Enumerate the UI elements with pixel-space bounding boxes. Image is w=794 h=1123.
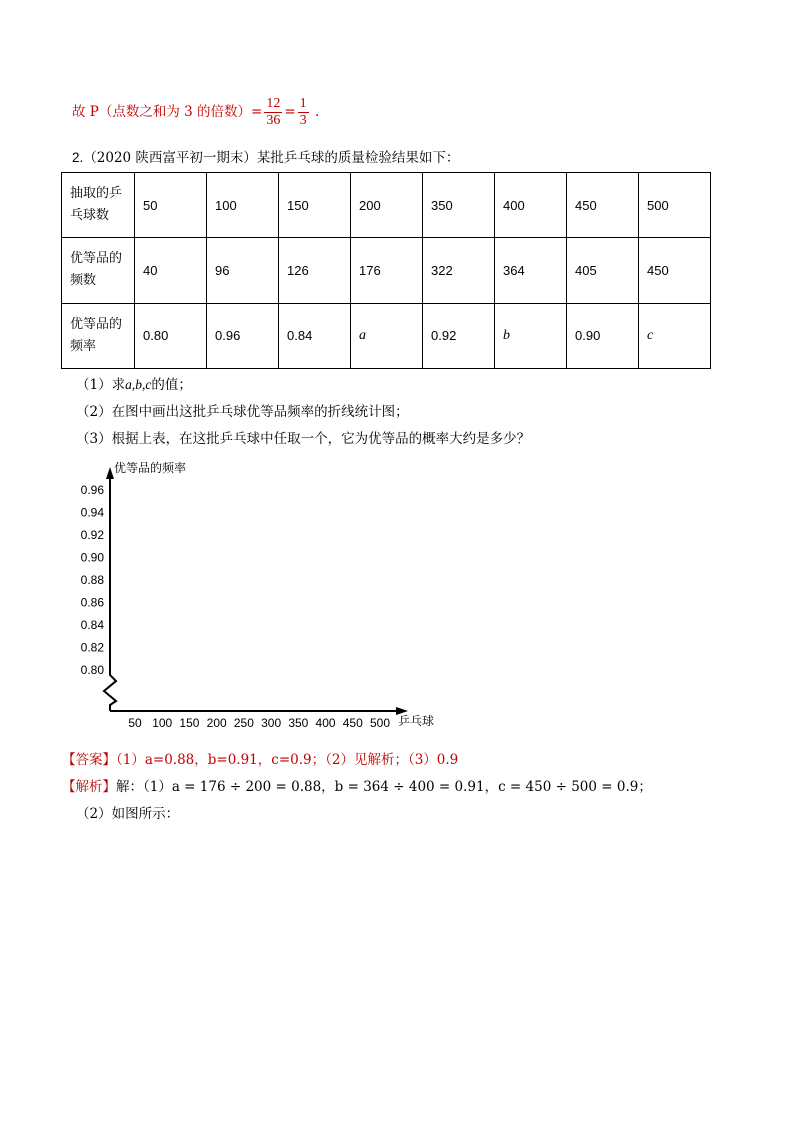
table-cell: 450	[567, 173, 639, 238]
x-tick-label: 350	[288, 716, 309, 730]
table-cell: 0.90	[567, 303, 639, 368]
table-cell: 364	[495, 238, 567, 303]
table-cell: 126	[279, 238, 351, 303]
fraction-1-3: $\frac{1}{3}$	[299, 96, 307, 128]
table-cell: 96	[207, 238, 279, 303]
y-tick-label: 0.80	[80, 663, 104, 677]
answer-line	[62, 748, 458, 768]
answer-text: （1）a=0.88，b=0.91，c=0.9；（2）见解析；（3）0.9	[116, 752, 459, 768]
table-cell: c	[639, 303, 711, 368]
table-cell: 0.96	[207, 303, 279, 368]
table-cell: 176	[351, 238, 423, 303]
quality-table	[61, 172, 711, 369]
y-tick-label: 0.82	[80, 640, 104, 655]
analysis-text: 解：（1）a = 176 ÷ 200 = 0.88，b = 364 ÷ 400 = 0.91，c = 450 ÷ 500 = 0.9；	[116, 779, 652, 795]
table-cell: 500	[639, 173, 711, 238]
x-tick-label: 450	[342, 716, 363, 730]
row-header: 优等品的 频率	[62, 303, 135, 368]
table-row	[62, 303, 711, 368]
x-tick-label: 50	[128, 716, 142, 730]
y-tick-label: 0.88	[80, 573, 104, 587]
analysis-label: 【解析】	[62, 779, 116, 795]
table-cell: 0.92	[423, 303, 495, 368]
table-cell: 322	[423, 238, 495, 303]
x-tick-label: 500	[369, 716, 391, 730]
y-tick-label: 0.96	[80, 483, 104, 497]
x-tick-label: 150	[179, 716, 200, 730]
question-number: 2.	[72, 150, 84, 165]
x-tick-label: 300	[261, 716, 282, 730]
x-tick-label: 400	[315, 716, 336, 730]
row-header: 抽取的乒 乓球数	[62, 173, 135, 238]
frequency-chart	[70, 455, 450, 735]
table-cell: 100	[207, 173, 279, 238]
y-axis-label: 优等品的频率	[114, 461, 187, 475]
row-header: 优等品的 频数	[62, 238, 135, 303]
question-source: （2020 陕西富平初一期末）	[83, 150, 257, 166]
y-tick-label: 0.94	[80, 505, 104, 520]
x-axis-label: 乒乓球	[398, 714, 435, 728]
table-row	[62, 173, 711, 238]
table-row	[62, 238, 711, 303]
fraction-12-36: $\frac{12}{36}$	[266, 96, 281, 128]
table-cell: 400	[495, 173, 567, 238]
y-tick-label: 0.84	[80, 618, 104, 632]
table-cell: 350	[423, 173, 495, 238]
table-cell: 50	[135, 173, 207, 238]
sub-question-1: （1）求a,b,c的值；	[76, 377, 192, 393]
table-cell: 40	[135, 238, 207, 303]
table-cell: a	[351, 303, 423, 368]
x-tick-label: 100	[152, 716, 173, 730]
answer-label: 【答案】	[62, 752, 116, 768]
sub-question-2: （2）在图中画出这批乒乓球优等品频率的折线统计图；	[76, 404, 409, 420]
y-tick-label: 0.90	[80, 550, 104, 565]
analysis-line-2: （2）如图所示：	[76, 806, 180, 822]
chart-body	[81, 460, 434, 730]
prev-answer-prefix: 故 P（点数之和为 3 的倍数）=	[72, 104, 263, 120]
analysis-line	[62, 775, 652, 795]
y-tick-label: 0.86	[80, 595, 104, 610]
y-tick-label: 0.92	[80, 528, 104, 542]
table-cell: 200	[351, 173, 423, 238]
table-cell: 0.80	[135, 303, 207, 368]
table-cell: b	[495, 303, 567, 368]
y-axis-line	[104, 477, 116, 711]
question-header	[72, 146, 459, 166]
table-cell: 450	[639, 238, 711, 303]
table-cell: 405	[567, 238, 639, 303]
y-axis-arrow	[106, 467, 114, 479]
previous-answer: 故 P（点数之和为 3 的倍数）= $\frac{12}{36}$ = $\frac{1}{3}$ .	[72, 96, 320, 128]
table-cell: 0.84	[279, 303, 351, 368]
x-tick-label: 250	[233, 716, 254, 730]
x-tick-label: 200	[206, 716, 227, 730]
table-cell: 150	[279, 173, 351, 238]
sub-question-3: （3）根据上表，在这批乒乓球中任取一个，它为优等品的概率大约是多少？	[76, 431, 531, 447]
question-text: 某批乒乓球的质量检验结果如下：	[256, 150, 460, 166]
